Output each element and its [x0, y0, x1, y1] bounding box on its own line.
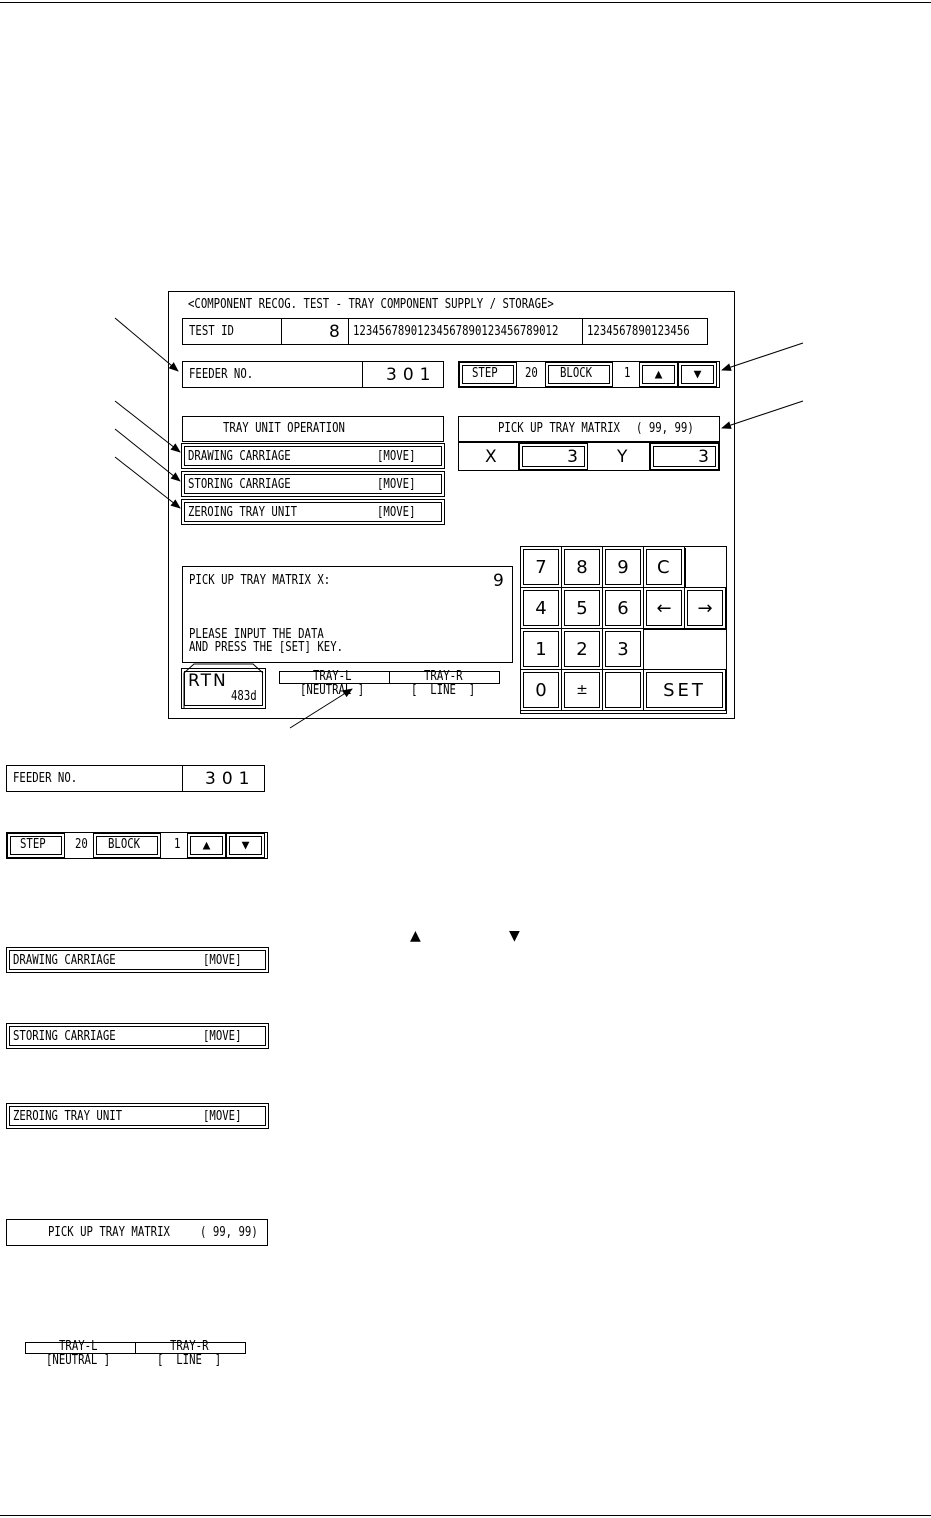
screen-title: <COMPONENT RECOG. TEST - TRAY COMPONENT SUPPLY / STORAGE> — [188, 297, 554, 312]
triangle-down-icon: ▼ — [241, 838, 250, 853]
tray-l-state: [NEUTRAL ] — [300, 683, 365, 698]
storing-carriage-label: STORING CARRIAGE — [188, 477, 291, 492]
detail-tray-r-label: TRAY-R — [170, 1339, 209, 1354]
triangle-up-icon: ▲ — [202, 838, 211, 853]
pick-up-matrix-max: ( 99, 99) — [636, 421, 694, 436]
detail-zeroing-tray-unit: ZEROING TRAY UNIT [MOVE] — [9, 1106, 266, 1126]
detail-tray-l-state: [NEUTRAL ] — [46, 1353, 111, 1368]
matrix-x-field[interactable]: 3 — [522, 446, 585, 467]
detail-step-block: STEP 20 BLOCK 1 ▲ ▼ — [6, 832, 268, 859]
rtn-label: RTN — [188, 671, 228, 691]
tray-r-state: [ LINE ] — [411, 683, 476, 698]
rtn-code: 483d — [231, 689, 257, 704]
key-5[interactable]: 5 — [564, 590, 600, 626]
matrix-y-field[interactable]: 3 — [653, 446, 716, 467]
key-4[interactable]: 4 — [523, 590, 559, 626]
zeroing-tray-unit-action: [MOVE] — [377, 505, 416, 520]
key-right-arrow[interactable]: → — [687, 590, 723, 626]
key-6[interactable]: 6 — [605, 590, 641, 626]
key-plus-minus[interactable]: ± — [564, 672, 600, 708]
message-prompt: PICK UP TRAY MATRIX X: — [189, 573, 331, 588]
key-7[interactable]: 7 — [523, 549, 559, 585]
zeroing-tray-unit-label: ZEROING TRAY UNIT — [188, 505, 298, 520]
triangle-down-icon: ▼ — [509, 925, 520, 946]
key-3[interactable]: 3 — [605, 631, 641, 667]
test-id-label: TEST ID — [189, 324, 234, 339]
detail-feeder: FEEDER NO. 301 — [6, 765, 265, 792]
rtn-bracket — [184, 664, 263, 708]
key-1[interactable]: 1 — [523, 631, 559, 667]
detail-pick-up-matrix: PICK UP TRAY MATRIX ( 99, 99) — [6, 1219, 268, 1246]
key-8[interactable]: 8 — [564, 549, 600, 585]
key-set[interactable]: SET — [646, 672, 723, 708]
step-value[interactable]: 20 — [525, 366, 538, 381]
drawing-carriage-label: DRAWING CARRIAGE — [188, 449, 291, 464]
storing-carriage-action: [MOVE] — [377, 477, 416, 492]
detail-drawing-carriage: DRAWING CARRIAGE [MOVE] — [9, 950, 266, 970]
key-clear[interactable]: C — [646, 549, 682, 585]
key-0[interactable]: 0 — [523, 672, 559, 708]
matrix-y-label: Y — [617, 447, 630, 467]
feeder-value: 301 — [386, 365, 437, 385]
step-label: STEP — [472, 366, 498, 381]
block-value[interactable]: 1 — [624, 366, 631, 381]
triangle-down-icon: ▼ — [693, 367, 702, 382]
triangle-up-icon: ▲ — [654, 367, 663, 382]
key-9[interactable]: 9 — [605, 549, 641, 585]
pick-up-matrix-label: PICK UP TRAY MATRIX — [498, 421, 620, 436]
detail-tray-l-label: TRAY-L — [59, 1339, 98, 1354]
test-id-text2[interactable]: 1234567890123456 — [587, 324, 690, 339]
tray-r-label[interactable]: TRAY-R — [424, 669, 463, 684]
test-id-text1[interactable]: 12345678901234567890123456789012 — [353, 324, 559, 339]
message-value: 9 — [493, 571, 506, 591]
feeder-label: FEEDER NO. — [189, 367, 254, 382]
matrix-x-label: X — [485, 447, 499, 467]
detail-tray-r-state: [ LINE ] — [157, 1353, 222, 1368]
tray-l-label[interactable]: TRAY-L — [313, 669, 352, 684]
key-left-arrow[interactable]: ← — [646, 590, 682, 626]
triangle-up-icon: ▲ — [410, 925, 421, 946]
block-label: BLOCK — [560, 366, 593, 381]
key-2[interactable]: 2 — [564, 631, 600, 667]
tray-unit-title: TRAY UNIT OPERATION — [223, 421, 345, 436]
test-id-number[interactable]: 8 — [329, 322, 342, 342]
message-line2: AND PRESS THE [SET] KEY. — [189, 640, 344, 655]
message-line1: PLEASE INPUT THE DATA — [189, 627, 324, 642]
detail-storing-carriage: STORING CARRIAGE [MOVE] — [9, 1026, 266, 1046]
drawing-carriage-action: [MOVE] — [377, 449, 416, 464]
